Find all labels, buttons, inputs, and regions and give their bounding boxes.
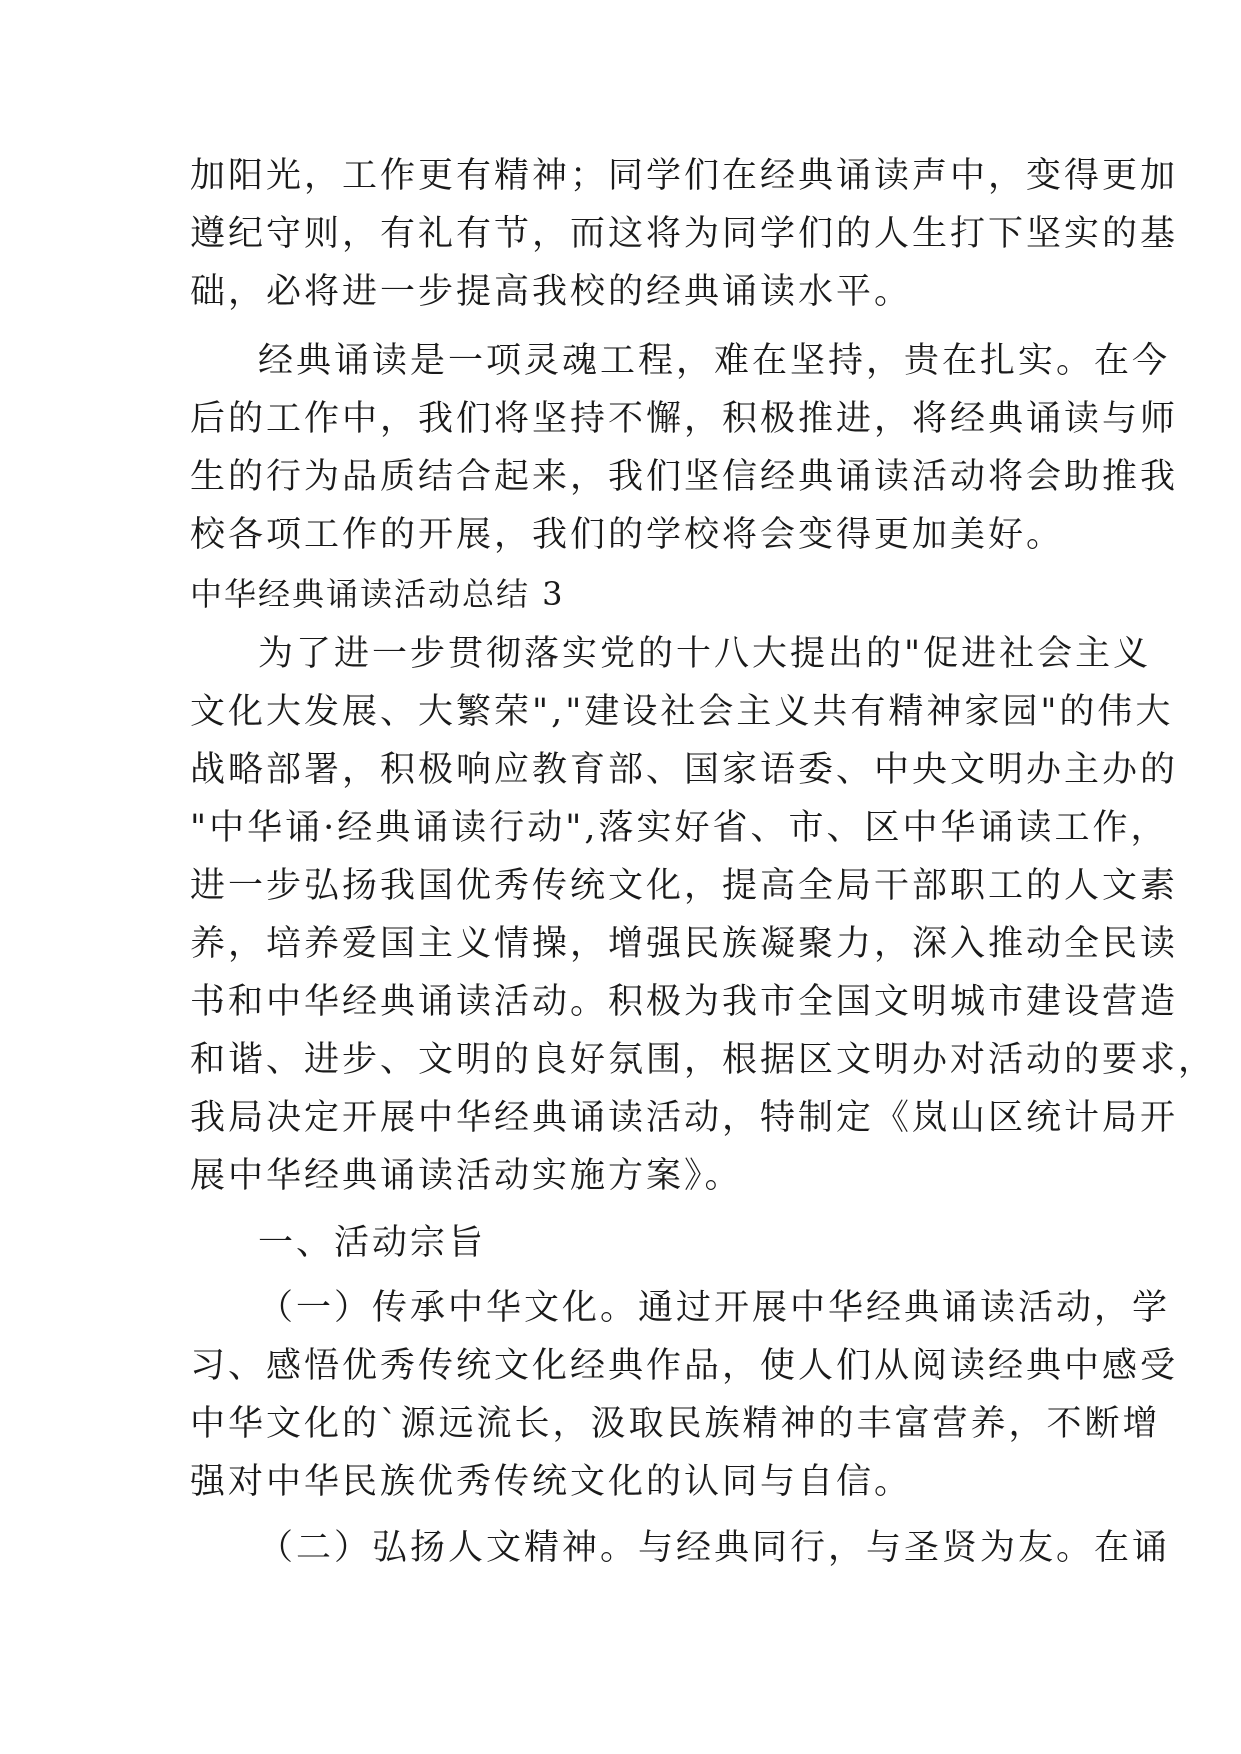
text-line: 进一步弘扬我国优秀传统文化，提高全局干部职工的人文素 (190, 866, 1179, 906)
text-line: 我局决定开展中华经典诵读活动，特制定《岚山区统计局开 (190, 1098, 1179, 1138)
text-line: 习、感悟优秀传统文化经典作品，使人们从阅读经典中感受 (190, 1346, 1179, 1386)
text-line: 战略部署，积极响应教育部、国家语委、中央文明办主办的 (190, 750, 1179, 790)
text-line: 中华文化的`源远流长，汲取民族精神的丰富营养，不断增 (190, 1404, 1161, 1444)
text-line: 强对中华民族优秀传统文化的认同与自信。 (190, 1462, 913, 1502)
text-line: 遵纪守则，有礼有节，而这将为同学们的人生打下坚实的基 (190, 214, 1179, 254)
text-line: 加阳光，工作更有精神；同学们在经典诵读声中，变得更加 (190, 156, 1179, 196)
section-heading: 中华经典诵读活动总结 3 (190, 575, 565, 613)
text-line: 和谐、进步、文明的良好氛围，根据区文明办对活动的要求， (190, 1040, 1217, 1080)
text-line: 础，必将进一步提高我校的经典诵读水平。 (190, 272, 913, 312)
paragraph-start: 为了进一步贯彻落实党的十八大提出的"促进社会主义 (258, 634, 1152, 674)
text-line: "中华诵·经典诵读行动",落实好省、市、区中华诵读工作， (190, 808, 1169, 848)
paragraph-start: （二）弘扬人文精神。与经典同行，与圣贤为友。在诵 (258, 1528, 1171, 1568)
text-line: 书和中华经典诵读活动。积极为我市全国文明城市建设营造 (190, 982, 1179, 1022)
text-line: 校各项工作的开展，我们的学校将会变得更加美好。 (190, 515, 1065, 555)
paragraph-start: 经典诵读是一项灵魂工程，难在坚持，贵在扎实。在今 (258, 341, 1171, 381)
text-line: 生的行为品质结合起来，我们坚信经典诵读活动将会助推我 (190, 457, 1179, 497)
text-line: 养，培养爱国主义情操，增强民族凝聚力，深入推动全民读 (190, 924, 1179, 964)
subsection-heading: 一、活动宗旨 (258, 1223, 487, 1263)
text-line: 后的工作中，我们将坚持不懈，积极推进，将经典诵读与师 (190, 399, 1179, 439)
text-line: 展中华经典诵读活动实施方案》。 (190, 1156, 743, 1196)
paragraph-start: （一）传承中华文化。通过开展中华经典诵读活动，学 (258, 1288, 1171, 1328)
text-line: 文化大发展、大繁荣","建设社会主义共有精神家园"的伟大 (190, 692, 1174, 732)
